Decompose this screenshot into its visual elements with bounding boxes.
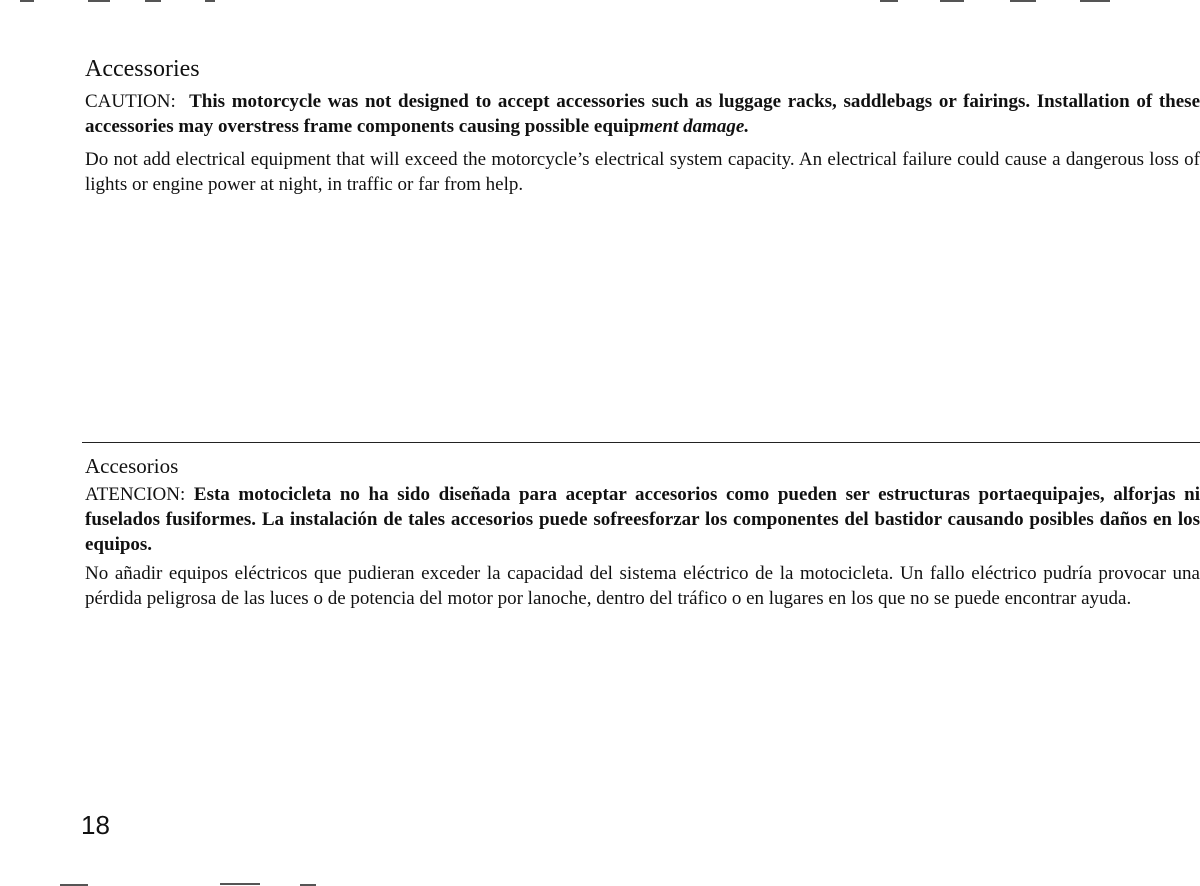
section-divider bbox=[82, 442, 1200, 443]
caution-label-spanish: ATENCION: bbox=[85, 484, 186, 505]
section-heading-spanish: Accesorios bbox=[85, 454, 179, 478]
caution-text: This motorcycle was not designed to accept accessories such as luggage racks, saddlebags or fairings. Installation of these accessories may overstress frame components causing possible equip bbox=[85, 91, 1200, 137]
caution-text-end: ment damage. bbox=[639, 116, 750, 137]
page-number: 18 bbox=[81, 810, 110, 840]
spanish-section bbox=[85, 452, 1200, 611]
caution-paragraph bbox=[85, 89, 1200, 139]
caution-label: CAUTION: bbox=[85, 91, 176, 112]
body-paragraph-spanish: No añadir equipos eléctricos que pudieran exceder la capacidad del sistema eléctrico de la motocicleta. Un fallo eléctrico pudría provocar una pérdida peligrosa de las luces o de potencia del motor por lanoche, dentro del tráfico o en lugares en los que no se puede encontrar ayuda. bbox=[85, 563, 1200, 609]
body-paragraph: Do not add electrical equipment that will exceed the motorcycle’s electrical system capacity. An electrical failure could cause a dangerous loss of lights or engine power at night, in traffic or far from help. bbox=[85, 149, 1200, 195]
english-section bbox=[85, 55, 1200, 197]
section-heading: Accessories bbox=[85, 56, 200, 82]
caution-text-spanish: Esta motocicleta no ha sido diseñada para aceptar accesorios como pueden ser estructuras portaequipajes, alforjas ni fuselados fusiformes. La instalación de tales accesorios puede sofreesforzar los componentes del bastidor causando posibles daños en los equipos. bbox=[85, 484, 1200, 555]
caution-paragraph-spanish bbox=[85, 482, 1200, 557]
